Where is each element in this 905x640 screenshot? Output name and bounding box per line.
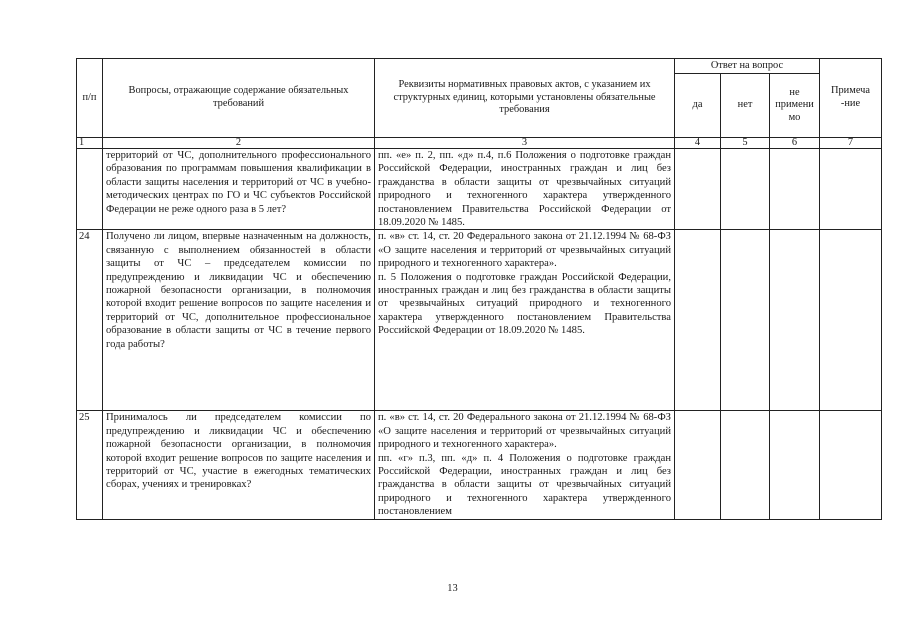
question-cell: территорий от ЧС, дополнительного профессионального образования по программам повышения квалификации в области защиты населения и территорий от ЧС в учебно-методических центрах по ГО и ЧС субъектов Российской Федерации не реже одного раза в 5 лет?: [103, 149, 375, 230]
column-number: 1: [77, 138, 103, 149]
header-no: нет: [721, 74, 770, 138]
answer-not-applicable-cell[interactable]: [770, 149, 820, 230]
header-questions: Вопросы, отражающие содержание обязательных требований: [103, 59, 375, 138]
column-number: 3: [375, 138, 675, 149]
header-yes: да: [675, 74, 721, 138]
answer-yes-cell[interactable]: [675, 411, 721, 519]
table-row: [77, 411, 882, 519]
table-row: [77, 230, 882, 411]
notes-cell[interactable]: [820, 230, 882, 411]
answer-no-cell[interactable]: [721, 149, 770, 230]
requirements-table: [76, 58, 882, 520]
requisites-cell: пп. «е» п. 2, пп. «д» п.4, п.6 Положения о подготовке граждан Российской Федерации, иностранных граждан и лиц без гражданства в области защиты от чрезвычайных ситуаций природного и техногенного характера утвержденного постановлением Правительства Российской Федерации от 18.09.2020 № 1485.: [375, 149, 675, 230]
answer-not-applicable-cell[interactable]: [770, 230, 820, 411]
row-number: [77, 149, 103, 230]
question-cell: Получено ли лицом, впервые назначенным на должность, связанную с выполнением обязанностей в области защиты от ЧС – председателем комиссии по предупреждению и ликвидации ЧС и обеспечению пожарной безопасности организации, в полномочия которой входит решение вопросов по защите населения и территорий от ЧС, дополнительное профессиональное образование в области защиты от ЧС в течение первого года работы?: [103, 230, 375, 411]
header-notes: Примеча -ние: [820, 59, 882, 138]
requisites-cell: п. «в» ст. 14, ст. 20 Федерального закона от 21.12.1994 № 68-ФЗ «О защите населения и территорий от чрезвычайных ситуаций природного и техногенного характера». пп. «г» п.3, пп. «д» п. 4 Положения о подготовке граждан Российской Федерации, иностранных граждан и лиц без гражданства в области защиты от чрезвычайных ситуаций природного и техногенного характера утвержденного постановлением: [375, 411, 675, 519]
row-number: 24: [77, 230, 103, 411]
header-row-top: [77, 59, 882, 74]
answer-yes-cell[interactable]: [675, 149, 721, 230]
header-not-applicable: не примени мо: [770, 74, 820, 138]
header-requisites: Реквизиты нормативных правовых актов, с указанием их структурных единиц, которыми установлены обязательные требования: [375, 59, 675, 138]
notes-cell[interactable]: [820, 149, 882, 230]
requisites-cell: п. «в» ст. 14, ст. 20 Федерального закона от 21.12.1994 № 68-ФЗ «О защите населения и территорий от чрезвычайных ситуаций природного и техногенного характера». п. 5 Положения о подготовке граждан Российской Федерации, иностранных граждан и лиц без гражданства в области защиты от чрезвычайных ситуаций природного и техногенного характера утвержденного постановлением Правительства Российской Федерации от 18.09.2020 № 1485.: [375, 230, 675, 411]
column-number-row: [77, 138, 882, 149]
column-number: 4: [675, 138, 721, 149]
notes-cell[interactable]: [820, 411, 882, 519]
checklist-sheet: [76, 58, 881, 520]
column-number: 6: [770, 138, 820, 149]
column-number: 7: [820, 138, 882, 149]
answer-not-applicable-cell[interactable]: [770, 411, 820, 519]
answer-no-cell[interactable]: [721, 411, 770, 519]
answer-yes-cell[interactable]: [675, 230, 721, 411]
column-number: 5: [721, 138, 770, 149]
question-cell: Принималось ли председателем комиссии по предупреждению и ликвидации ЧС и обеспечению пожарной безопасности организации, в полномочия которой входит решение вопросов по защите населения и территорий от ЧС, участие в ежегодных тематических сборах, учениях и тренировках?: [103, 411, 375, 519]
page-number: 13: [447, 583, 458, 594]
row-number: 25: [77, 411, 103, 519]
header-answer-group: Ответ на вопрос: [675, 59, 820, 74]
header-num: п/п: [77, 59, 103, 138]
column-number: 2: [103, 138, 375, 149]
table-row: [77, 149, 882, 230]
answer-no-cell[interactable]: [721, 230, 770, 411]
